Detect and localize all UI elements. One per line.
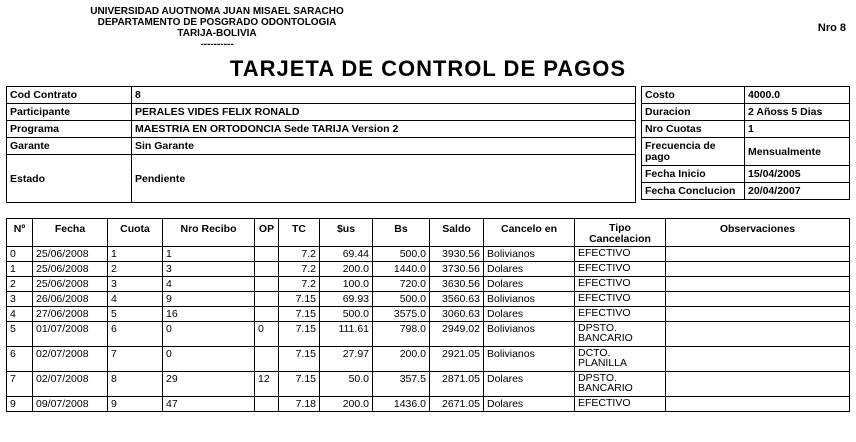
table-cell: 357.5 bbox=[373, 372, 430, 397]
table-cell: Bolivianos bbox=[484, 292, 575, 307]
table-cell bbox=[255, 397, 279, 412]
table-cell bbox=[666, 397, 850, 412]
info-label: Nro Cuotas bbox=[642, 121, 745, 138]
table-cell: 0 bbox=[163, 347, 255, 372]
table-cell bbox=[666, 372, 850, 397]
table-cell: 27/06/2008 bbox=[33, 307, 108, 322]
info-label: Duracion bbox=[642, 104, 745, 121]
table-cell: 09/07/2008 bbox=[33, 397, 108, 412]
table-cell: 02/07/2008 bbox=[33, 372, 108, 397]
header-separator: ---------- bbox=[200, 39, 234, 50]
table-cell: 47 bbox=[163, 397, 255, 412]
table-cell: 4 bbox=[7, 307, 33, 322]
table-cell: 3 bbox=[163, 262, 255, 277]
table-cell bbox=[666, 307, 850, 322]
table-cell: 4 bbox=[163, 277, 255, 292]
table-cell: 5 bbox=[108, 307, 163, 322]
column-header: OP bbox=[255, 219, 279, 247]
info-value: 2 Añoss 5 Dias bbox=[745, 104, 850, 121]
table-cell: Bolivianos bbox=[484, 322, 575, 347]
info-row bbox=[7, 87, 636, 104]
table-header-row bbox=[7, 219, 850, 247]
table-cell: 7.2 bbox=[279, 277, 320, 292]
table-cell: 27.97 bbox=[320, 347, 373, 372]
info-row bbox=[7, 104, 636, 121]
table-cell: 7.18 bbox=[279, 397, 320, 412]
table-cell: Dolares bbox=[484, 307, 575, 322]
table-cell: 2 bbox=[7, 277, 33, 292]
column-header: Saldo bbox=[430, 219, 484, 247]
table-cell bbox=[666, 292, 850, 307]
info-label: Cod Contrato bbox=[7, 87, 132, 104]
table-cell: EFECTIVO bbox=[575, 292, 666, 307]
table-cell: 3560.63 bbox=[430, 292, 484, 307]
info-value: Pendiente bbox=[132, 155, 636, 203]
table-cell: 25/06/2008 bbox=[33, 277, 108, 292]
table-row bbox=[7, 322, 850, 347]
table-cell: 1 bbox=[7, 262, 33, 277]
table-cell bbox=[255, 347, 279, 372]
info-row bbox=[7, 155, 636, 203]
header-department: DEPARTAMENTO DE POSGRADO ODONTOLOGIA bbox=[97, 17, 337, 28]
info-row bbox=[642, 104, 850, 121]
table-cell: 100.0 bbox=[320, 277, 373, 292]
info-value: 8 bbox=[132, 87, 636, 104]
table-cell: 500.0 bbox=[373, 247, 430, 262]
table-cell: 69.44 bbox=[320, 247, 373, 262]
info-value: 1 bbox=[745, 121, 850, 138]
table-cell bbox=[666, 247, 850, 262]
column-header: Bs bbox=[373, 219, 430, 247]
info-label: Programa bbox=[7, 121, 132, 138]
page-title: TARJETA DE CONTROL DE PAGOS bbox=[229, 56, 627, 81]
payments-table bbox=[6, 218, 850, 412]
column-header: Cuota bbox=[108, 219, 163, 247]
table-cell: 6 bbox=[108, 322, 163, 347]
info-row bbox=[642, 166, 850, 183]
table-cell: EFECTIVO bbox=[575, 247, 666, 262]
table-cell: 4 bbox=[108, 292, 163, 307]
table-cell: 50.0 bbox=[320, 372, 373, 397]
info-value: PERALES VIDES FELIX RONALD bbox=[132, 104, 636, 121]
table-cell: 798.0 bbox=[373, 322, 430, 347]
table-cell: 1440.0 bbox=[373, 262, 430, 277]
table-cell: 26/06/2008 bbox=[33, 292, 108, 307]
column-header: Tipo Cancelacion bbox=[575, 219, 666, 247]
table-cell: 720.0 bbox=[373, 277, 430, 292]
table-cell: 7 bbox=[108, 347, 163, 372]
header-university: UNIVERSIDAD AUOTNOMA JUAN MISAEL SARACHO bbox=[90, 6, 344, 17]
table-cell: 7.2 bbox=[279, 262, 320, 277]
table-cell bbox=[255, 292, 279, 307]
table-cell: 3930.56 bbox=[430, 247, 484, 262]
table-cell: 9 bbox=[7, 397, 33, 412]
column-header: Cancelo en bbox=[484, 219, 575, 247]
info-value: 15/04/2005 bbox=[745, 166, 850, 183]
table-cell bbox=[255, 277, 279, 292]
info-value: Mensualmente bbox=[745, 138, 850, 166]
table-cell: EFECTIVO bbox=[575, 307, 666, 322]
table-cell: 8 bbox=[108, 372, 163, 397]
table-cell: 1 bbox=[108, 247, 163, 262]
info-value: MAESTRIA EN ORTODONCIA Sede TARIJA Version 2 bbox=[132, 121, 636, 138]
info-label: Garante bbox=[7, 138, 132, 155]
info-label: Estado bbox=[7, 155, 132, 203]
table-cell: 7.15 bbox=[279, 292, 320, 307]
table-row bbox=[7, 292, 850, 307]
table-cell: 7.15 bbox=[279, 307, 320, 322]
info-row bbox=[7, 121, 636, 138]
table-cell: 111.61 bbox=[320, 322, 373, 347]
table-cell: 1 bbox=[163, 247, 255, 262]
table-cell: Dolares bbox=[484, 277, 575, 292]
table-cell: 200.0 bbox=[320, 397, 373, 412]
table-cell: 500.0 bbox=[320, 307, 373, 322]
info-row bbox=[642, 87, 850, 104]
table-cell: 2 bbox=[108, 262, 163, 277]
table-cell bbox=[666, 277, 850, 292]
info-row bbox=[642, 183, 850, 200]
table-cell bbox=[255, 262, 279, 277]
table-cell: Bolivianos bbox=[484, 347, 575, 372]
cost-info-table bbox=[641, 86, 850, 200]
column-header: Observaciones bbox=[666, 219, 850, 247]
table-cell: 12 bbox=[255, 372, 279, 397]
table-cell: Dolares bbox=[484, 397, 575, 412]
info-row bbox=[642, 138, 850, 166]
table-cell: Dolares bbox=[484, 372, 575, 397]
table-cell: 3 bbox=[7, 292, 33, 307]
table-cell: EFECTIVO bbox=[575, 397, 666, 412]
info-label: Frecuencia de pago bbox=[642, 138, 745, 166]
table-cell: 6 bbox=[7, 347, 33, 372]
table-cell: 25/06/2008 bbox=[33, 247, 108, 262]
table-cell: 5 bbox=[7, 322, 33, 347]
table-cell: 0 bbox=[7, 247, 33, 262]
table-cell: 2871.05 bbox=[430, 372, 484, 397]
table-cell: 2671.05 bbox=[430, 397, 484, 412]
table-row bbox=[7, 262, 850, 277]
table-cell: 3060.63 bbox=[430, 307, 484, 322]
table-cell: 9 bbox=[108, 397, 163, 412]
column-header: Nro Recibo bbox=[163, 219, 255, 247]
info-value: 20/04/2007 bbox=[745, 183, 850, 200]
contract-info-table bbox=[6, 86, 636, 203]
table-row bbox=[7, 372, 850, 397]
column-header: TC bbox=[279, 219, 320, 247]
table-cell bbox=[255, 247, 279, 262]
info-label: Fecha Conclucion bbox=[642, 183, 745, 200]
table-cell: 3630.56 bbox=[430, 277, 484, 292]
table-cell: EFECTIVO bbox=[575, 277, 666, 292]
table-row bbox=[7, 397, 850, 412]
table-cell: 01/07/2008 bbox=[33, 322, 108, 347]
table-cell bbox=[666, 322, 850, 347]
table-cell: 2949.02 bbox=[430, 322, 484, 347]
table-cell bbox=[666, 347, 850, 372]
table-cell: 25/06/2008 bbox=[33, 262, 108, 277]
table-cell: 7.2 bbox=[279, 247, 320, 262]
info-row bbox=[7, 138, 636, 155]
column-header: $us bbox=[320, 219, 373, 247]
info-label: Fecha Inicio bbox=[642, 166, 745, 183]
table-cell: 200.0 bbox=[320, 262, 373, 277]
table-cell: 200.0 bbox=[373, 347, 430, 372]
info-value: 4000.0 bbox=[745, 87, 850, 104]
table-cell: 500.0 bbox=[373, 292, 430, 307]
table-cell: 7.15 bbox=[279, 372, 320, 397]
info-value: Sin Garante bbox=[132, 138, 636, 155]
table-cell: 3 bbox=[108, 277, 163, 292]
table-row bbox=[7, 247, 850, 262]
table-cell: 2921.05 bbox=[430, 347, 484, 372]
table-cell: Dolares bbox=[484, 262, 575, 277]
table-cell: 0 bbox=[255, 322, 279, 347]
table-cell: 16 bbox=[163, 307, 255, 322]
table-row bbox=[7, 277, 850, 292]
table-cell: 29 bbox=[163, 372, 255, 397]
table-cell: DPSTO. BANCARIO bbox=[575, 372, 666, 397]
table-cell: 3575.0 bbox=[373, 307, 430, 322]
table-cell: DPSTO. BANCARIO bbox=[575, 322, 666, 347]
table-cell bbox=[255, 307, 279, 322]
table-cell bbox=[666, 262, 850, 277]
info-label: Costo bbox=[642, 87, 745, 104]
column-header: Fecha bbox=[33, 219, 108, 247]
header-location: TARIJA-BOLIVIA bbox=[177, 28, 257, 39]
table-row bbox=[7, 347, 850, 372]
info-label: Participante bbox=[7, 104, 132, 121]
table-cell: 7 bbox=[7, 372, 33, 397]
table-cell: 7.15 bbox=[279, 347, 320, 372]
table-cell: 3730.56 bbox=[430, 262, 484, 277]
column-header: Nº bbox=[7, 219, 33, 247]
table-cell: Bolivianos bbox=[484, 247, 575, 262]
table-cell: DCTO. PLANILLA bbox=[575, 347, 666, 372]
table-cell: 0 bbox=[163, 322, 255, 347]
document-number: Nro 8 bbox=[817, 22, 846, 34]
institution-header bbox=[62, 6, 372, 50]
table-cell: 9 bbox=[163, 292, 255, 307]
table-cell: 69.93 bbox=[320, 292, 373, 307]
table-cell: 7.15 bbox=[279, 322, 320, 347]
table-cell: EFECTIVO bbox=[575, 262, 666, 277]
table-cell: 02/07/2008 bbox=[33, 347, 108, 372]
info-row bbox=[642, 121, 850, 138]
table-row bbox=[7, 307, 850, 322]
table-cell: 1436.0 bbox=[373, 397, 430, 412]
